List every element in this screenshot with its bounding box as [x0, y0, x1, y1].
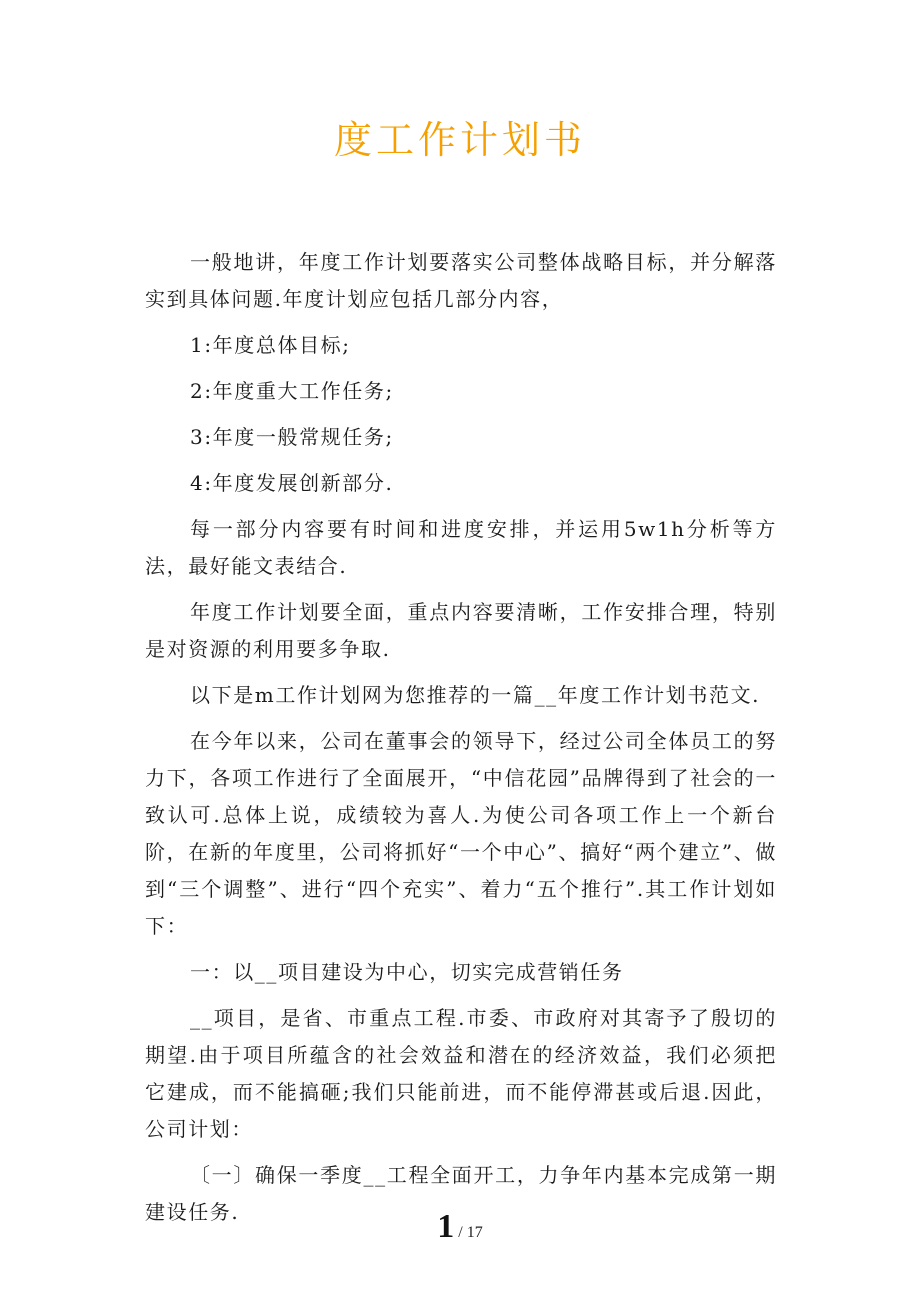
page-current: 1 [437, 1208, 455, 1245]
section-heading-1: 一：以__项目建设为中心，切实完成营销任务 [190, 960, 624, 984]
page-total: 17 [466, 1224, 483, 1241]
paragraph-subitem-1: 〔一〕确保一季度__工程全面开工，力争年内基本完成第一期建设任务. [145, 1163, 777, 1224]
list-item-1: 1:年度总体目标; [190, 333, 351, 357]
paragraph-requirements: 年度工作计划要全面，重点内容要清晰，工作安排合理，特别是对资源的利用要多争取. [145, 600, 777, 661]
list-item-2: 2:年度重大工作任务; [190, 379, 394, 403]
paragraph-recommendation: 以下是m工作计划网为您推荐的一篇__年度工作计划书范文. [190, 683, 761, 707]
paragraph-project: __项目，是省、市重点工程.市委、市政府对其寄予了殷切的期望.由于项目所蕴含的社会效益和潜在的经济效益，我们必须把它建成，而不能搞砸;我们只能前进，而不能停滞甚或后退.因此，公司计划： [145, 1006, 777, 1141]
document-title: 度工作计划书 [333, 118, 586, 162]
page-number [0, 1208, 920, 1246]
page-separator: / [458, 1224, 463, 1241]
document-body [145, 244, 777, 1240]
paragraph-overview: 在今年以来，公司在董事会的领导下，经过公司全体员工的努力下，各项工作进行了全面展开，“中信花园”品牌得到了社会的一致认可.总体上说，成绩较为喜人.为使公司各项工作上一个新台阶，在新的年度里，公司将抓好“一个中心”、搞好“两个建立”、做到“三个调整”、进行“四个充实”、着力“五个推行”.其工作计划如下： [145, 729, 777, 938]
paragraph-schedule: 每一部分内容要有时间和进度安排，并运用5w1h分析等方法，最好能文表结合. [145, 517, 777, 578]
list-item-4: 4:年度发展创新部分. [190, 471, 394, 495]
list-item-3: 3:年度一般常规任务; [190, 425, 394, 449]
paragraph-intro: 一般地讲，年度工作计划要落实公司整体战略目标，并分解落实到具体问题.年度计划应包括几部分内容， [145, 250, 777, 311]
